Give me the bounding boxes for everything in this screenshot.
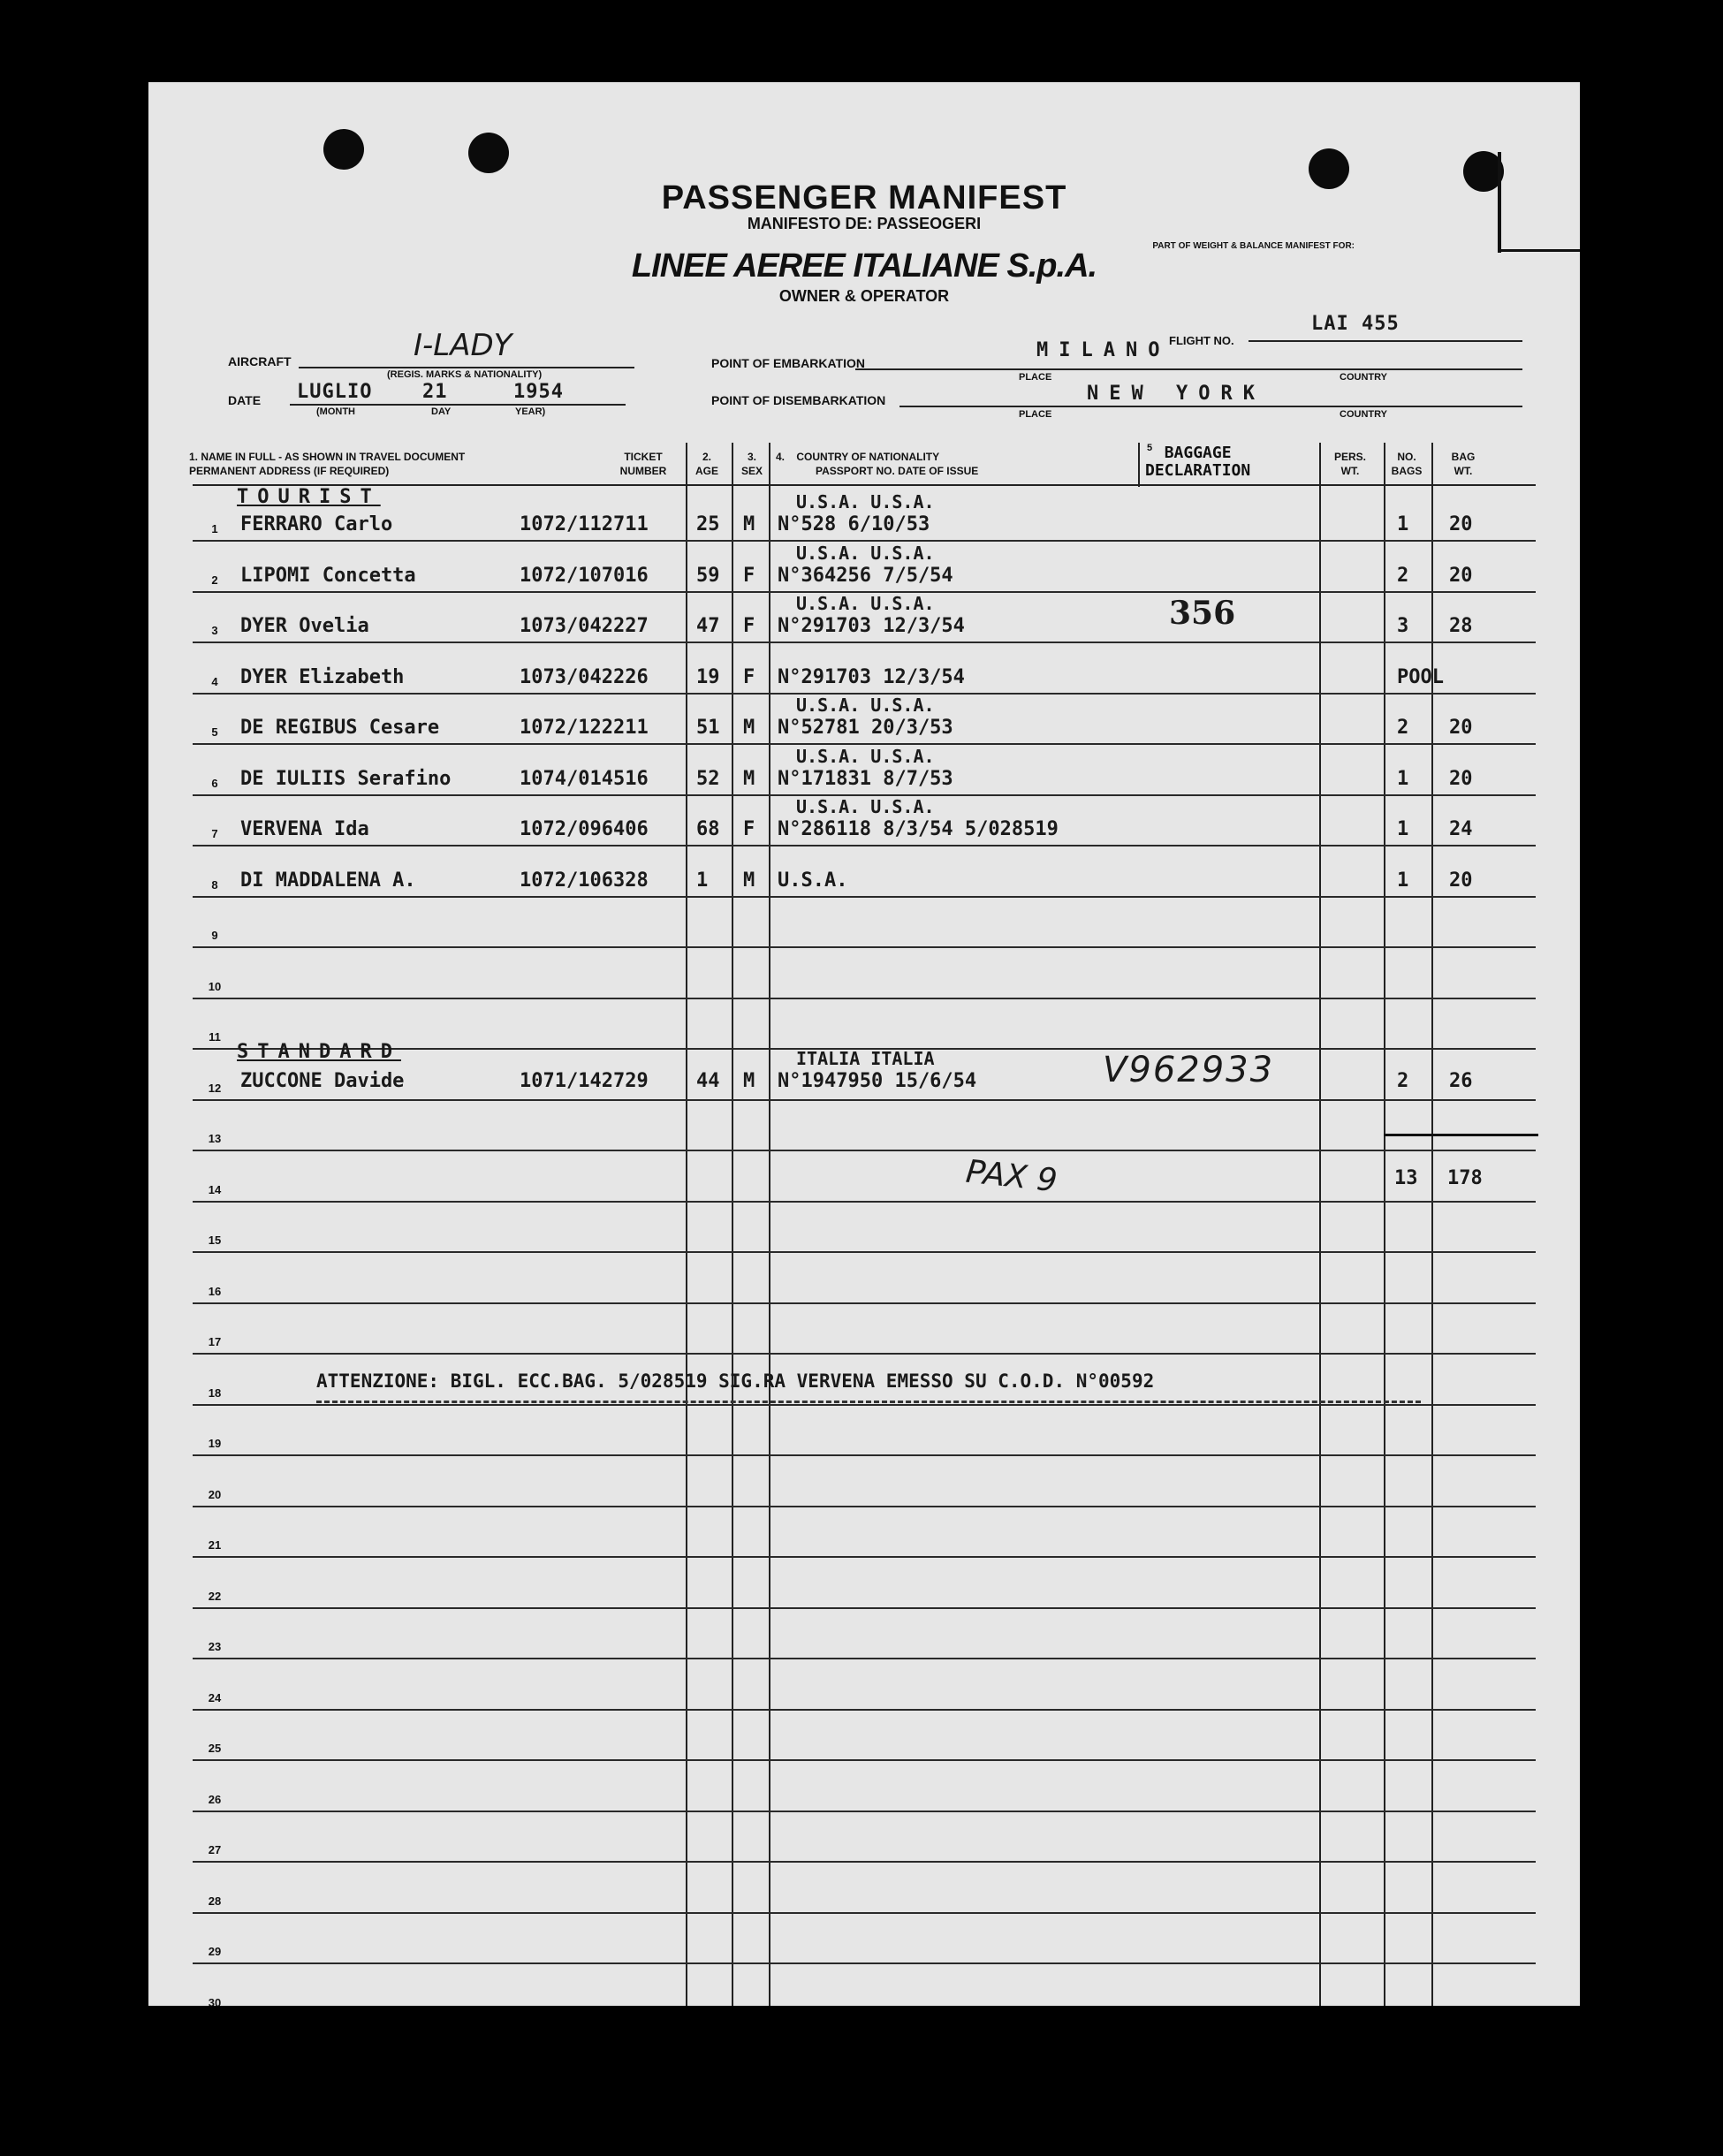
row-number: 4 (211, 674, 218, 688)
nationality: U.S.A. U.S.A. (796, 491, 935, 512)
row-number: 23 (208, 1640, 222, 1653)
passport-info: N°291703 12/3/54 (778, 665, 965, 688)
bag-weight: 28 (1449, 615, 1473, 637)
punch-hole (468, 133, 509, 173)
row-line (193, 1607, 1536, 1609)
row-number: 17 (208, 1335, 222, 1348)
day-label: DAY (431, 406, 452, 417)
bag-weight: 20 (1449, 513, 1473, 535)
nationality: U.S.A. U.S.A. (796, 593, 935, 614)
row-line (193, 1099, 1536, 1101)
ticket-number: 1072/107016 (520, 564, 649, 587)
place-label: PLACE (1019, 372, 1052, 383)
country-label: COUNTRY (1340, 409, 1387, 420)
col-pers-wt: PERS. WT. (1333, 451, 1366, 477)
col-baggage: BAGGAGE DECLARATION (1145, 444, 1251, 480)
embark-label: POINT OF EMBARKATION (711, 356, 865, 370)
manifest-page (148, 82, 1580, 2006)
row-line (193, 1861, 1536, 1863)
bag-count: 1 (1397, 869, 1409, 892)
manifest-title: PASSENGER MANIFEST (661, 179, 1067, 216)
row-line (193, 1759, 1536, 1761)
bag-weight: 20 (1449, 869, 1473, 892)
punch-hole (323, 129, 364, 170)
passenger-age: 52 (696, 767, 720, 790)
passport-info: U.S.A. (778, 869, 848, 892)
passenger-name: DE REGIBUS Cesare (240, 717, 440, 739)
bag-count: 2 (1397, 717, 1409, 739)
owner-operator: OWNER & OPERATOR (778, 287, 950, 305)
row-number: 5 (211, 725, 218, 739)
row-line (193, 1150, 1536, 1151)
passenger-sex: M (743, 767, 755, 790)
row-number: 14 (208, 1182, 222, 1196)
date-label: DATE (228, 393, 262, 407)
row-line (193, 845, 1536, 846)
row-number: 8 (211, 877, 218, 892)
row-line (193, 1658, 1536, 1659)
passenger-name: DI MADDALENA A. (240, 869, 416, 892)
col-name: 1. NAME IN FULL - AS SHOWN IN TRAVEL DOCUMENT PERMANENT ADDRESS (IF REQUIRED) (189, 451, 466, 477)
row-number: 26 (208, 1792, 222, 1806)
row-line (193, 1302, 1536, 1304)
row-line (193, 1709, 1536, 1711)
passport-info: N°291703 12/3/54 (778, 615, 965, 637)
row-number: 19 (208, 1437, 222, 1450)
col-no-bags: NO. BAGS (1391, 451, 1423, 477)
row-number: 25 (208, 1742, 222, 1755)
row-number: 22 (208, 1589, 222, 1603)
bag-weight: 20 (1449, 767, 1473, 790)
bag-weight: 26 (1449, 1070, 1473, 1092)
section-tourist: TOURIST (237, 486, 381, 508)
passenger-age: 44 (696, 1070, 720, 1092)
row-number: 29 (208, 1945, 222, 1958)
flight-no-label: FLIGHT NO. (1169, 334, 1234, 347)
ticket-number: 1072/112711 (520, 513, 649, 535)
row-number: 1 (211, 522, 218, 535)
col-sex: 3. SEX (740, 451, 763, 477)
row-number: 27 (208, 1843, 222, 1856)
row-line (193, 1912, 1536, 1914)
ticket-number: 1072/096406 (520, 818, 649, 840)
row-line (193, 1506, 1536, 1507)
disembark-label: POINT OF DISEMBARKATION (711, 393, 886, 407)
airline-name: LINEE AEREE ITALIANE S.p.A. (631, 247, 1097, 285)
row-number: 3 (211, 624, 218, 637)
col-nationality: 4. COUNTRY OF NATIONALITY PASSPORT NO. DATE OF ISSUE (776, 451, 979, 477)
row-line (193, 946, 1536, 948)
passenger-name: DYER Elizabeth (240, 665, 405, 688)
place-label: PLACE (1019, 409, 1052, 420)
nationality: U.S.A. U.S.A. (796, 695, 935, 716)
passport-info: N°1947950 15/6/54 (778, 1070, 977, 1092)
baggage-declaration-number: 356 (1169, 595, 1236, 632)
bag-count: POOL (1397, 665, 1444, 688)
row-number: 10 (208, 979, 222, 993)
weight-balance-label: PART OF WEIGHT & BALANCE MANIFEST FOR: (1152, 241, 1355, 251)
bag-weight: 20 (1449, 717, 1473, 739)
month-label: (MONTH (316, 406, 355, 417)
row-number: 11 (209, 1030, 221, 1044)
row-number: 21 (208, 1538, 222, 1552)
row-number: 9 (211, 929, 218, 942)
country-label: COUNTRY (1340, 372, 1387, 383)
col-bag-wt: BAG WT. (1451, 451, 1476, 477)
passenger-sex: M (743, 869, 755, 892)
passenger-name: DYER Ovelia (240, 615, 369, 637)
passenger-name: LIPOMI Concetta (240, 564, 416, 587)
passenger-sex: F (743, 615, 755, 637)
aircraft-note: (REGIS. MARKS & NATIONALITY) (387, 369, 543, 380)
row-number: 15 (208, 1234, 222, 1247)
bag-count: 2 (1397, 564, 1409, 587)
weight-balance-box (1352, 152, 1580, 253)
row-number: 20 (208, 1487, 222, 1501)
passenger-sex: M (743, 513, 755, 535)
col-ticket: TICKET NUMBER (619, 451, 667, 477)
bag-count: 2 (1397, 1070, 1409, 1092)
year-label: YEAR) (515, 406, 546, 417)
row-line (193, 1454, 1536, 1456)
nationality: ITALIA ITALIA (796, 1048, 935, 1069)
passenger-name: FERRARO Carlo (240, 513, 393, 535)
row-number: 2 (211, 573, 218, 587)
passenger-name: DE IULIIS Serafino (240, 767, 452, 790)
ticket-number: 1072/106328 (520, 869, 649, 892)
ticket-number: 1072/122211 (520, 717, 649, 739)
date-year: 1954 (513, 381, 564, 403)
pax-note: PAX 9 (964, 1153, 1059, 1200)
col-age: 2. AGE (695, 451, 718, 477)
ticket-number: 1071/142729 (520, 1070, 649, 1092)
row-number: 6 (211, 776, 218, 790)
passport-info: N°286118 8/3/54 5/028519 (778, 818, 1059, 840)
row-line (193, 1201, 1536, 1203)
row-line (193, 896, 1536, 898)
row-number: 18 (208, 1385, 222, 1400)
row-line (193, 1404, 1536, 1406)
row-line (193, 641, 1536, 643)
row-number: 13 (208, 1132, 222, 1145)
total-bags: 13 (1394, 1167, 1418, 1189)
row-number: 30 (208, 1995, 222, 2006)
passenger-age: 47 (696, 615, 720, 637)
total-weight: 178 (1447, 1167, 1483, 1189)
section-standard: STANDARD (237, 1041, 401, 1063)
handwritten-code: V962933 (1103, 1050, 1275, 1090)
row-line (193, 1251, 1536, 1253)
date-month: LUGLIO (297, 381, 373, 403)
ticket-number: 1074/014516 (520, 767, 649, 790)
passenger-sex: M (743, 717, 755, 739)
passenger-name: ZUCCONE Davide (240, 1070, 405, 1092)
row-line (193, 1353, 1536, 1355)
attention-note: ATTENZIONE: BIGL. ECC.BAG. 5/028519 SIG.RA VERVENA EMESSO SU C.O.D. N°00592 (316, 1370, 1155, 1392)
disembark-place: NEW YORK (1087, 383, 1265, 405)
flight-no-value: LAI 455 (1311, 313, 1400, 335)
bag-count: 1 (1397, 513, 1409, 535)
nationality: U.S.A. U.S.A. (796, 542, 935, 564)
passport-info: N°364256 7/5/54 (778, 564, 953, 587)
embark-place: MILANO (1036, 339, 1171, 361)
manifest-subtitle: MANIFESTO DE: PASSEOGERI (747, 215, 982, 232)
passenger-sex: F (743, 665, 755, 688)
passport-info: N°171831 8/7/53 (778, 767, 953, 790)
bag-weight: 24 (1449, 818, 1473, 840)
row-line (193, 1811, 1536, 1812)
ticket-number: 1073/042227 (520, 615, 649, 637)
row-line (193, 1962, 1536, 1964)
passenger-name: VERVENA Ida (240, 818, 369, 840)
passport-info: N°52781 20/3/53 (778, 717, 953, 739)
passport-info: N°528 6/10/53 (778, 513, 930, 535)
row-number: 7 (211, 827, 218, 840)
passenger-age: 25 (696, 513, 720, 535)
nationality: U.S.A. U.S.A. (796, 796, 935, 817)
row-number: 28 (208, 1894, 222, 1908)
passenger-age: 1 (696, 869, 709, 892)
passenger-age: 51 (696, 717, 720, 739)
ticket-number: 1073/042226 (520, 665, 649, 688)
nationality: U.S.A. U.S.A. (796, 745, 935, 767)
aircraft-value: I-LADY (414, 328, 512, 363)
bag-count: 1 (1397, 767, 1409, 790)
col-baggage-num: 5 (1147, 443, 1153, 453)
date-day: 21 (422, 381, 448, 403)
passenger-age: 59 (696, 564, 720, 587)
passenger-sex: F (743, 564, 755, 587)
passenger-age: 68 (696, 818, 720, 840)
bag-count: 3 (1397, 615, 1409, 637)
bag-count: 1 (1397, 818, 1409, 840)
aircraft-label: AIRCRAFT (228, 354, 292, 368)
row-line (193, 998, 1536, 999)
row-number: 12 (208, 1081, 222, 1095)
passenger-age: 19 (696, 665, 720, 688)
passenger-sex: M (743, 1070, 755, 1092)
passenger-sex: F (743, 818, 755, 840)
row-number: 24 (208, 1690, 222, 1704)
row-number: 16 (208, 1284, 222, 1298)
bag-weight: 20 (1449, 564, 1473, 587)
row-line (193, 1556, 1536, 1558)
